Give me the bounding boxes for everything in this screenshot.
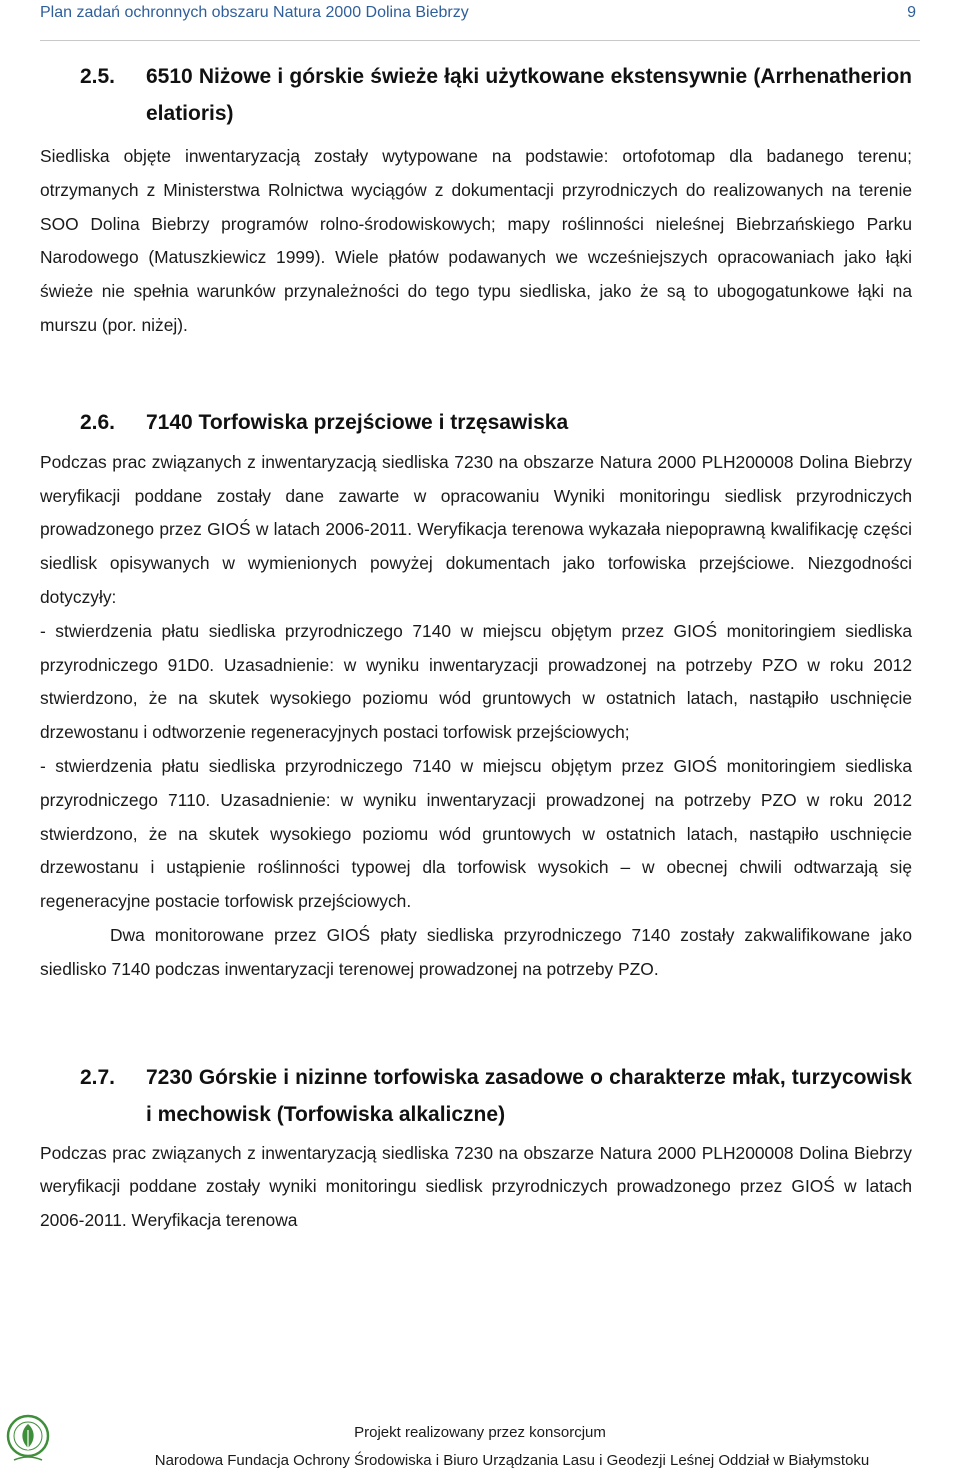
list-item-paragraph: - stwierdzenia płatu siedliska przyrodniczego 7140 w miejscu objętym przez GIOŚ monitoringiem siedliska przyrodniczego 91D0. Uzasadnienie: w wyniku inwentaryzacji prowadzonej na potrzeby PZO w roku 2012 stwierdzono, że na skutek wysokiego poziomu wód gruntowych w ostatnich latach, nastąpiło uschnięcie drzewostanu i odtworzenie regeneracyjnych postaci torfowisk przejściowych; xyxy=(40,620,912,743)
page-number: 9 xyxy=(907,4,916,21)
footer-partners-line: Narodowa Fundacja Ochrony Środowiska i Biuro Urządzania Lasu i Geodezji Leśnej Oddział w Białymstoku xyxy=(154,1452,870,1469)
section-7230 xyxy=(40,1059,912,1238)
document-title: Plan zadań ochronnych obszaru Natura 2000 Dolina Biebrzy xyxy=(40,4,469,21)
section-heading xyxy=(40,58,912,132)
section-heading xyxy=(40,1059,912,1133)
section-number: 2.6. xyxy=(79,410,115,434)
list-item-paragraph: - stwierdzenia płatu siedliska przyrodniczego 7140 w miejscu objętym przez GIOŚ monitoringiem siedliska przyrodniczego 7110. Uzasadnienie: w wyniku inwentaryzacji prowadzonej na potrzeby PZO w roku 2012 stwierdzono, że na skutek wysokiego poziomu wód gruntowych w ostatnich latach, nastąpiło uschnięcie drzewostanu i ustąpienie roślinności typowej dla torfowisk wysokich – w obecnej chwili odtwarzają się regeneracyjne postacie torfowisk przejściowych. xyxy=(40,755,912,912)
section-heading xyxy=(40,404,912,441)
nfos-logo-icon xyxy=(6,1410,50,1472)
footer-consortium-line: Projekt realizowany przez konsorcjum xyxy=(354,1424,606,1441)
section-number: 2.7. xyxy=(79,1065,115,1089)
section-paragraph: Podczas prac związanych z inwentaryzacją siedliska 7230 na obszarze Natura 2000 PLH200008 Dolina Biebrzy weryfikacji poddane zostały dane zawarte w opracowaniu Wyniki monitoringu siedlisk przyrodniczych prowadzonego przez GIOŚ w latach 2006-2011. Weryfikacja terenowa wykazała niepoprawną kwalifikację części siedlisk opisywanych w wymienionych powyżej dokumentach jako torfowiska przejściowe. Niezgodności dotyczyły: xyxy=(40,451,912,607)
section-title: 7230 Górskie i nizinne torfowiska zasadowe o charakterze młak, turzycowisk i mechowisk (Torfowiska alkaliczne) xyxy=(146,1065,912,1126)
page-footer xyxy=(0,1408,960,1477)
page-content xyxy=(40,54,912,1238)
page-header xyxy=(40,0,920,41)
section-7140 xyxy=(40,404,912,987)
section-paragraph: Podczas prac związanych z inwentaryzacją siedliska 7230 na obszarze Natura 2000 PLH200008 Dolina Biebrzy weryfikacji poddane zostały wyniki monitoringu siedlisk przyrodniczych prowadzonego przez GIOŚ w latach 2006-2011. Weryfikacja terenowa xyxy=(40,1142,912,1231)
section-title: 6510 Niżowe i górskie świeże łąki użytkowane ekstensywnie (Arrhenatherion elatioris) xyxy=(146,65,912,125)
section-title: 7140 Torfowiska przejściowe i trzęsawiska xyxy=(146,410,569,434)
section-paragraph: Siedliska objęte inwentaryzacją zostały wytypowane na podstawie: ortofotomap dla badanego terenu; otrzymanych z Ministerstwa Rolnictwa wyciągów z dokumentacji przyrodniczych do realizowanych na terenie SOO Dolina Biebrzy programów rolno-środowiskowych; mapy roślinności nieleśnej Biebrzańskiego Parku Narodowego (Matuszkiewicz 1999). Wiele płatów podawanych we wcześniejszych opracowaniach jako łąki świeże nie spełnia warunków przynależności do tego typu siedliska, jako że są to ubogogatunkowe łąki na murszu (por. niżej). xyxy=(40,146,912,335)
section-paragraph: Dwa monitorowane przez GIOŚ płaty siedliska przyrodniczego 7140 zostały zakwalifikowane jako siedlisko 7140 podczas inwentaryzacji terenowej prowadzonej na potrzeby PZO. xyxy=(40,924,912,979)
section-number: 2.5. xyxy=(79,65,115,88)
section-6510 xyxy=(40,58,912,343)
